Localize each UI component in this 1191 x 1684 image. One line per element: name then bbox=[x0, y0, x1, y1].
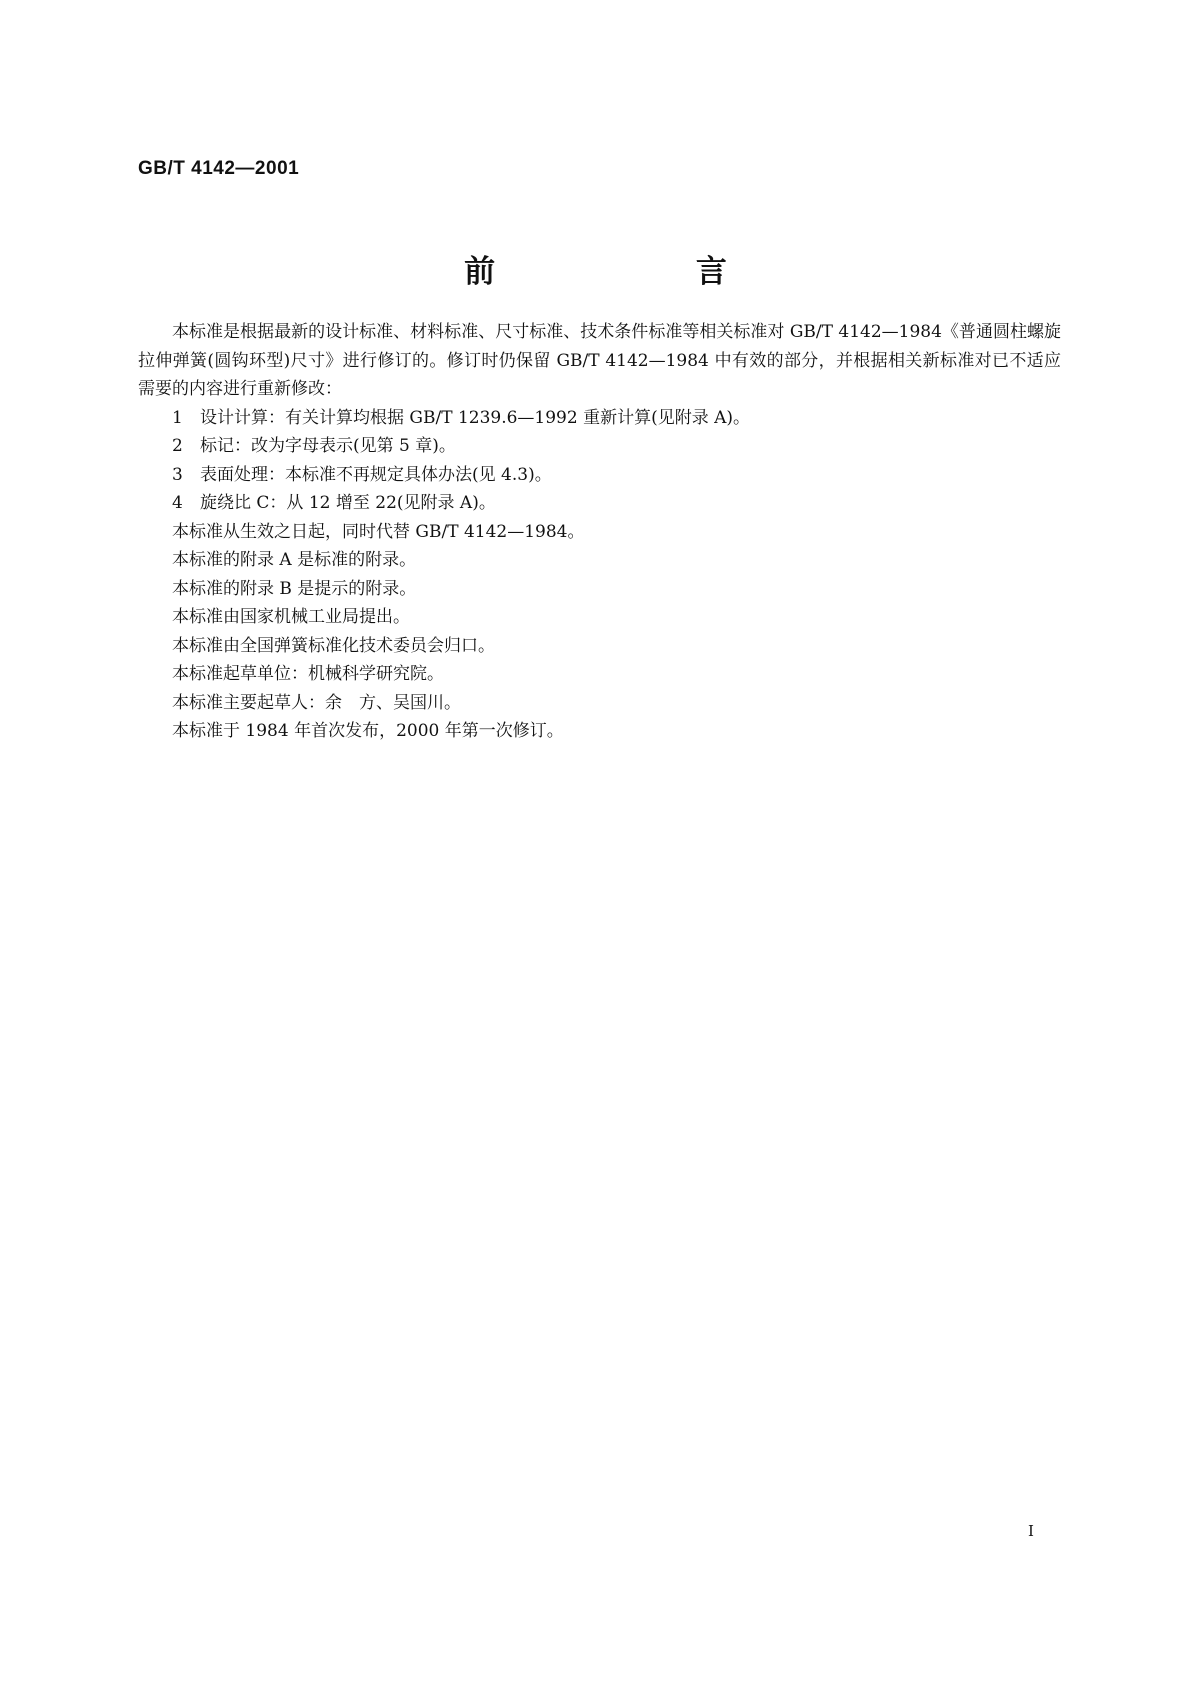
list-item bbox=[138, 432, 1061, 461]
page-title: 前 言 bbox=[464, 254, 822, 290]
standard-number: GB/T 4142—2001 bbox=[138, 158, 300, 179]
list-item-text: 设计计算：有关计算均根据 GB/T 1239.6—1992 重新计算(见附录 A)。 bbox=[200, 407, 751, 428]
list-item bbox=[138, 461, 1061, 490]
list-item-number: 2 bbox=[172, 436, 183, 456]
statement-appendix-a: 本标准的附录 A 是标准的附录。 bbox=[172, 550, 417, 570]
list-item-number: 3 bbox=[172, 464, 183, 485]
statement-proposed-by: 本标准由国家机械工业局提出。 bbox=[172, 607, 410, 627]
list-item bbox=[138, 489, 1061, 518]
list-item-number: 4 bbox=[172, 493, 183, 513]
statement-drafters: 本标准主要起草人：余 方、吴国川。 bbox=[172, 692, 461, 713]
list-item-text: 旋绕比 C：从 12 增至 22(见附录 A)。 bbox=[200, 493, 496, 513]
statement-appendix-b: 本标准的附录 B 是提示的附录。 bbox=[172, 578, 417, 599]
list-item-number: 1 bbox=[172, 407, 183, 428]
statement-centralized-by: 本标准由全国弹簧标准化技术委员会归口。 bbox=[172, 635, 495, 656]
statement-history: 本标准于 1984 年首次发布，2000 年第一次修订。 bbox=[172, 721, 564, 741]
list-item-text: 标记：改为字母表示(见第 5 章)。 bbox=[200, 436, 456, 456]
statement-drafting-unit: 本标准起草单位：机械科学研究院。 bbox=[172, 664, 444, 684]
statement-supersedes: 本标准从生效之日起，同时代替 GB/T 4142—1984。 bbox=[172, 521, 585, 542]
intro-paragraph: 本标准是根据最新的设计标准、材料标准、尺寸标准、技术条件标准等相关标准对 GB/T 4142—1984《普通圆柱螺旋拉伸弹簧(圆钩环型)尺寸》进行修订的。修订时仍保留 GB/T 4142—1984 中有效的部分，并根据相关新标准对已不适应需要的内容进行重新修改： bbox=[138, 322, 1061, 399]
page-number: I bbox=[1028, 1522, 1034, 1540]
foreword-body bbox=[138, 318, 1061, 746]
list-item bbox=[138, 404, 1061, 433]
list-item-text: 表面处理：本标准不再规定具体办法(见 4.3)。 bbox=[200, 464, 552, 485]
